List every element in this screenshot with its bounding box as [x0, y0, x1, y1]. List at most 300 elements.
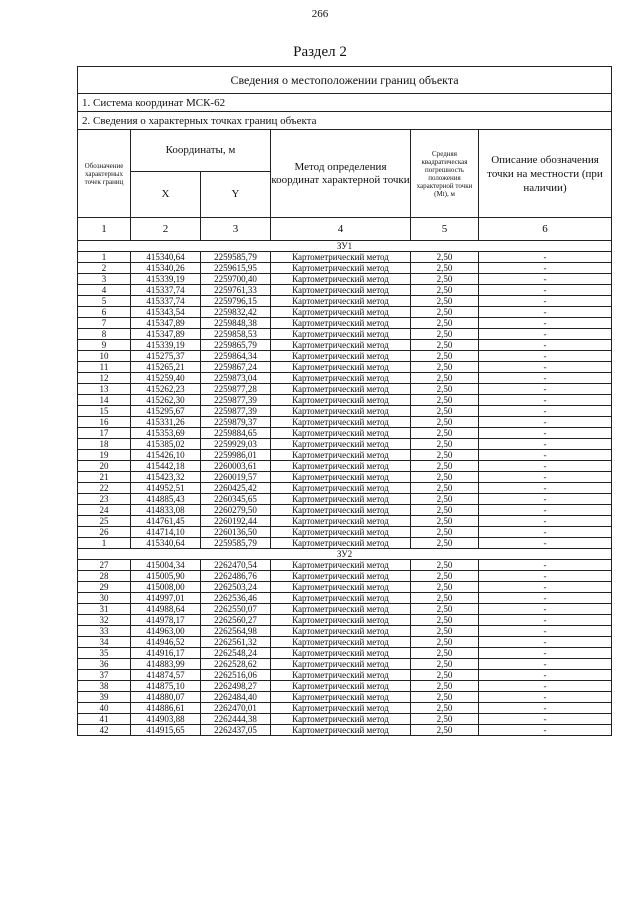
point-id-cell: 15: [78, 406, 131, 417]
point-id-cell: 17: [78, 428, 131, 439]
table-row: [78, 483, 612, 494]
description-cell: -: [479, 439, 612, 450]
table-row: [78, 362, 612, 373]
accuracy-cell: 2,50: [411, 648, 479, 659]
group-name: ЗУ2: [78, 549, 612, 560]
y-coordinate-cell: 2259873,04: [201, 373, 271, 384]
y-coordinate-cell: 2259832,42: [201, 307, 271, 318]
description-cell: -: [479, 318, 612, 329]
description-cell: -: [479, 373, 612, 384]
y-coordinate-cell: 2262444,38: [201, 714, 271, 725]
point-id-cell: 20: [78, 461, 131, 472]
description-cell: -: [479, 285, 612, 296]
method-cell: Картометрический метод: [271, 417, 411, 428]
method-cell: Картометрический метод: [271, 384, 411, 395]
column-number: 6: [479, 218, 612, 241]
accuracy-cell: 2,50: [411, 395, 479, 406]
table-row: [78, 681, 612, 692]
point-id-cell: 23: [78, 494, 131, 505]
x-coordinate-cell: 415340,26: [131, 263, 201, 274]
accuracy-cell: 2,50: [411, 417, 479, 428]
y-coordinate-cell: 2260019,57: [201, 472, 271, 483]
table-row: [78, 571, 612, 582]
x-coordinate-cell: 415423,32: [131, 472, 201, 483]
description-cell: -: [479, 428, 612, 439]
y-coordinate-cell: 2262561,32: [201, 637, 271, 648]
table-row: [78, 516, 612, 527]
header-x: X: [131, 172, 201, 218]
table-row: [78, 395, 612, 406]
point-id-cell: 24: [78, 505, 131, 516]
point-id-cell: 37: [78, 670, 131, 681]
x-coordinate-cell: 414874,57: [131, 670, 201, 681]
description-cell: -: [479, 461, 612, 472]
x-coordinate-cell: 415340,64: [131, 538, 201, 549]
x-coordinate-cell: 415265,21: [131, 362, 201, 373]
column-number: 2: [131, 218, 201, 241]
x-coordinate-cell: 415426,10: [131, 450, 201, 461]
header-method: Метод определения координат характерной точки: [271, 130, 411, 218]
accuracy-cell: 2,50: [411, 428, 479, 439]
table-row: [78, 648, 612, 659]
x-coordinate-cell: 414833,08: [131, 505, 201, 516]
x-coordinate-cell: 414952,51: [131, 483, 201, 494]
point-id-cell: 40: [78, 703, 131, 714]
description-cell: -: [479, 560, 612, 571]
point-id-cell: 18: [78, 439, 131, 450]
x-coordinate-cell: 414915,65: [131, 725, 201, 736]
point-id-cell: 25: [78, 516, 131, 527]
group-name: ЗУ1: [78, 241, 612, 252]
x-coordinate-cell: 415347,89: [131, 318, 201, 329]
table-row: [78, 582, 612, 593]
column-number: 4: [271, 218, 411, 241]
point-id-cell: 34: [78, 637, 131, 648]
y-coordinate-cell: 2262498,27: [201, 681, 271, 692]
point-id-cell: 30: [78, 593, 131, 604]
method-cell: Картометрический метод: [271, 527, 411, 538]
point-id-cell: 36: [78, 659, 131, 670]
table-row: [78, 384, 612, 395]
y-coordinate-cell: 2262560,27: [201, 615, 271, 626]
point-id-cell: 21: [78, 472, 131, 483]
description-cell: -: [479, 307, 612, 318]
points-info-row: 2. Сведения о характерных точках границ объекта: [78, 112, 612, 130]
column-number: 1: [78, 218, 131, 241]
table-row: [78, 626, 612, 637]
table-row: [78, 307, 612, 318]
method-cell: Картометрический метод: [271, 505, 411, 516]
method-cell: Картометрический метод: [271, 582, 411, 593]
y-coordinate-cell: 2260345,65: [201, 494, 271, 505]
table-row: [78, 461, 612, 472]
method-cell: Картометрический метод: [271, 703, 411, 714]
y-coordinate-cell: 2260003,61: [201, 461, 271, 472]
method-cell: Картометрический метод: [271, 538, 411, 549]
y-coordinate-cell: 2262516,06: [201, 670, 271, 681]
table-row: [78, 692, 612, 703]
description-cell: -: [479, 593, 612, 604]
y-coordinate-cell: 2259761,33: [201, 285, 271, 296]
x-coordinate-cell: 414880,07: [131, 692, 201, 703]
description-cell: -: [479, 472, 612, 483]
x-coordinate-cell: 415259,40: [131, 373, 201, 384]
accuracy-cell: 2,50: [411, 318, 479, 329]
accuracy-cell: 2,50: [411, 725, 479, 736]
description-cell: -: [479, 494, 612, 505]
description-cell: -: [479, 274, 612, 285]
x-coordinate-cell: 414875,10: [131, 681, 201, 692]
accuracy-cell: 2,50: [411, 285, 479, 296]
table-row: [78, 263, 612, 274]
table-row: [78, 285, 612, 296]
accuracy-cell: 2,50: [411, 593, 479, 604]
y-coordinate-cell: 2262470,54: [201, 560, 271, 571]
description-cell: -: [479, 681, 612, 692]
table-row: [78, 450, 612, 461]
table-row: [78, 329, 612, 340]
description-cell: -: [479, 571, 612, 582]
method-cell: Картометрический метод: [271, 373, 411, 384]
y-coordinate-cell: 2262470,01: [201, 703, 271, 714]
point-id-cell: 32: [78, 615, 131, 626]
table-row: [78, 494, 612, 505]
y-coordinate-cell: 2259796,15: [201, 296, 271, 307]
y-coordinate-cell: 2259877,39: [201, 395, 271, 406]
point-id-cell: 33: [78, 626, 131, 637]
point-id-cell: 27: [78, 560, 131, 571]
y-coordinate-cell: 2260279,50: [201, 505, 271, 516]
description-cell: -: [479, 263, 612, 274]
description-cell: -: [479, 648, 612, 659]
x-coordinate-cell: 415347,89: [131, 329, 201, 340]
header-coordinates: Координаты, м: [131, 130, 271, 172]
x-coordinate-cell: 414886,61: [131, 703, 201, 714]
description-cell: -: [479, 670, 612, 681]
point-id-cell: 41: [78, 714, 131, 725]
page-number: 266: [311, 8, 329, 20]
boundary-points-table: [77, 66, 612, 736]
method-cell: Картометрический метод: [271, 637, 411, 648]
header-accuracy: Средняя квадратическая погрешность положения характерной точки (Mt), м: [411, 130, 479, 218]
method-cell: Картометрический метод: [271, 285, 411, 296]
method-cell: Картометрический метод: [271, 648, 411, 659]
method-cell: Картометрический метод: [271, 626, 411, 637]
description-cell: -: [479, 351, 612, 362]
y-coordinate-cell: 2262548,24: [201, 648, 271, 659]
accuracy-cell: 2,50: [411, 362, 479, 373]
x-coordinate-cell: 414761,45: [131, 516, 201, 527]
description-cell: -: [479, 703, 612, 714]
x-coordinate-cell: 414978,17: [131, 615, 201, 626]
x-coordinate-cell: 415337,74: [131, 285, 201, 296]
method-cell: Картометрический метод: [271, 450, 411, 461]
description-cell: -: [479, 362, 612, 373]
accuracy-cell: 2,50: [411, 439, 479, 450]
accuracy-cell: 2,50: [411, 527, 479, 538]
method-cell: Картометрический метод: [271, 670, 411, 681]
method-cell: Картометрический метод: [271, 351, 411, 362]
table-row: [78, 274, 612, 285]
description-cell: -: [479, 516, 612, 527]
table-row: [78, 472, 612, 483]
point-id-cell: 7: [78, 318, 131, 329]
y-coordinate-cell: 2259615,95: [201, 263, 271, 274]
x-coordinate-cell: 415385,02: [131, 439, 201, 450]
method-cell: Картометрический метод: [271, 516, 411, 527]
method-cell: Картометрический метод: [271, 274, 411, 285]
point-id-cell: 1: [78, 538, 131, 549]
point-id-cell: 16: [78, 417, 131, 428]
description-cell: -: [479, 450, 612, 461]
y-coordinate-cell: 2260425,42: [201, 483, 271, 494]
description-cell: -: [479, 406, 612, 417]
x-coordinate-cell: 415442,18: [131, 461, 201, 472]
accuracy-cell: 2,50: [411, 252, 479, 263]
accuracy-cell: 2,50: [411, 461, 479, 472]
y-coordinate-cell: 2262486,76: [201, 571, 271, 582]
x-coordinate-cell: 415005,90: [131, 571, 201, 582]
description-cell: -: [479, 252, 612, 263]
method-cell: Картометрический метод: [271, 681, 411, 692]
description-cell: -: [479, 714, 612, 725]
column-number: 3: [201, 218, 271, 241]
accuracy-cell: 2,50: [411, 516, 479, 527]
point-id-cell: 11: [78, 362, 131, 373]
method-cell: Картометрический метод: [271, 263, 411, 274]
description-cell: -: [479, 692, 612, 703]
point-id-cell: 4: [78, 285, 131, 296]
table-row: [78, 593, 612, 604]
table-row: [78, 351, 612, 362]
x-coordinate-cell: 415262,23: [131, 384, 201, 395]
accuracy-cell: 2,50: [411, 571, 479, 582]
x-coordinate-cell: 414714,10: [131, 527, 201, 538]
point-id-cell: 5: [78, 296, 131, 307]
accuracy-cell: 2,50: [411, 560, 479, 571]
table-row: [78, 340, 612, 351]
accuracy-cell: 2,50: [411, 659, 479, 670]
table-caption: Сведения о местоположении границ объекта: [78, 67, 612, 94]
accuracy-cell: 2,50: [411, 604, 479, 615]
header-description: Описание обозначения точки на местности (при наличии): [479, 130, 612, 218]
method-cell: Картометрический метод: [271, 560, 411, 571]
method-cell: Картометрический метод: [271, 439, 411, 450]
method-cell: Картометрический метод: [271, 252, 411, 263]
accuracy-cell: 2,50: [411, 329, 479, 340]
section-title: Раздел 2: [293, 44, 347, 60]
method-cell: Картометрический метод: [271, 362, 411, 373]
x-coordinate-cell: 414963,00: [131, 626, 201, 637]
method-cell: Картометрический метод: [271, 461, 411, 472]
accuracy-cell: 2,50: [411, 450, 479, 461]
table-row: [78, 296, 612, 307]
accuracy-cell: 2,50: [411, 615, 479, 626]
x-coordinate-cell: 415343,54: [131, 307, 201, 318]
y-coordinate-cell: 2259884,65: [201, 428, 271, 439]
point-id-cell: 14: [78, 395, 131, 406]
x-coordinate-cell: 415337,74: [131, 296, 201, 307]
x-coordinate-cell: 415339,19: [131, 340, 201, 351]
description-cell: -: [479, 725, 612, 736]
y-coordinate-cell: 2259865,79: [201, 340, 271, 351]
description-cell: -: [479, 615, 612, 626]
y-coordinate-cell: 2262536,46: [201, 593, 271, 604]
point-id-cell: 6: [78, 307, 131, 318]
accuracy-cell: 2,50: [411, 538, 479, 549]
accuracy-cell: 2,50: [411, 406, 479, 417]
point-id-cell: 10: [78, 351, 131, 362]
method-cell: Картометрический метод: [271, 329, 411, 340]
description-cell: -: [479, 582, 612, 593]
method-cell: Картометрический метод: [271, 714, 411, 725]
table-row: [78, 406, 612, 417]
y-coordinate-cell: 2262437,05: [201, 725, 271, 736]
y-coordinate-cell: 2262550,07: [201, 604, 271, 615]
description-cell: -: [479, 483, 612, 494]
y-coordinate-cell: 2259585,79: [201, 252, 271, 263]
accuracy-cell: 2,50: [411, 703, 479, 714]
description-cell: -: [479, 505, 612, 516]
x-coordinate-cell: 415353,69: [131, 428, 201, 439]
accuracy-cell: 2,50: [411, 670, 479, 681]
x-coordinate-cell: 415008,00: [131, 582, 201, 593]
y-coordinate-cell: 2259879,37: [201, 417, 271, 428]
x-coordinate-cell: 414988,64: [131, 604, 201, 615]
accuracy-cell: 2,50: [411, 472, 479, 483]
point-id-cell: 28: [78, 571, 131, 582]
x-coordinate-cell: 415339,19: [131, 274, 201, 285]
method-cell: Картометрический метод: [271, 483, 411, 494]
x-coordinate-cell: 415340,64: [131, 252, 201, 263]
method-cell: Картометрический метод: [271, 406, 411, 417]
accuracy-cell: 2,50: [411, 351, 479, 362]
x-coordinate-cell: 415275,37: [131, 351, 201, 362]
y-coordinate-cell: 2259700,40: [201, 274, 271, 285]
method-cell: Картометрический метод: [271, 395, 411, 406]
point-id-cell: 38: [78, 681, 131, 692]
x-coordinate-cell: 414903,88: [131, 714, 201, 725]
method-cell: Картометрический метод: [271, 692, 411, 703]
method-cell: Картометрический метод: [271, 659, 411, 670]
coordinate-system-row: 1. Система координат МСК-62: [78, 94, 612, 112]
description-cell: -: [479, 604, 612, 615]
method-cell: Картометрический метод: [271, 296, 411, 307]
accuracy-cell: 2,50: [411, 384, 479, 395]
accuracy-cell: 2,50: [411, 494, 479, 505]
description-cell: -: [479, 296, 612, 307]
point-id-cell: 9: [78, 340, 131, 351]
accuracy-cell: 2,50: [411, 582, 479, 593]
accuracy-cell: 2,50: [411, 483, 479, 494]
table-row: [78, 560, 612, 571]
method-cell: Картометрический метод: [271, 615, 411, 626]
point-id-cell: 12: [78, 373, 131, 384]
point-id-cell: 29: [78, 582, 131, 593]
table-row: [78, 637, 612, 648]
y-coordinate-cell: 2262564,98: [201, 626, 271, 637]
accuracy-cell: 2,50: [411, 714, 479, 725]
table-row: [78, 538, 612, 549]
header-y: Y: [201, 172, 271, 218]
accuracy-cell: 2,50: [411, 373, 479, 384]
table-row: [78, 527, 612, 538]
description-cell: -: [479, 340, 612, 351]
y-coordinate-cell: 2259864,34: [201, 351, 271, 362]
accuracy-cell: 2,50: [411, 274, 479, 285]
accuracy-cell: 2,50: [411, 307, 479, 318]
point-id-cell: 26: [78, 527, 131, 538]
accuracy-cell: 2,50: [411, 681, 479, 692]
group-header-row: [78, 549, 612, 560]
point-id-cell: 13: [78, 384, 131, 395]
point-id-cell: 31: [78, 604, 131, 615]
description-cell: -: [479, 329, 612, 340]
method-cell: Картометрический метод: [271, 472, 411, 483]
description-cell: -: [479, 637, 612, 648]
table-row: [78, 439, 612, 450]
x-coordinate-cell: 415295,67: [131, 406, 201, 417]
description-cell: -: [479, 384, 612, 395]
method-cell: Картометрический метод: [271, 604, 411, 615]
y-coordinate-cell: 2260192,44: [201, 516, 271, 527]
y-coordinate-cell: 2259877,39: [201, 406, 271, 417]
description-cell: -: [479, 659, 612, 670]
table-row: [78, 714, 612, 725]
method-cell: Картометрический метод: [271, 593, 411, 604]
point-id-cell: 1: [78, 252, 131, 263]
point-id-cell: 19: [78, 450, 131, 461]
y-coordinate-cell: 2259986,01: [201, 450, 271, 461]
description-cell: -: [479, 527, 612, 538]
x-coordinate-cell: 415331,26: [131, 417, 201, 428]
accuracy-cell: 2,50: [411, 263, 479, 274]
y-coordinate-cell: 2259929,03: [201, 439, 271, 450]
accuracy-cell: 2,50: [411, 340, 479, 351]
table-row: [78, 505, 612, 516]
column-number: 5: [411, 218, 479, 241]
method-cell: Картометрический метод: [271, 340, 411, 351]
point-id-cell: 35: [78, 648, 131, 659]
method-cell: Картометрический метод: [271, 307, 411, 318]
x-coordinate-cell: 414885,43: [131, 494, 201, 505]
x-coordinate-cell: 415004,34: [131, 560, 201, 571]
group-header-row: [78, 241, 612, 252]
description-cell: -: [479, 417, 612, 428]
y-coordinate-cell: 2259585,79: [201, 538, 271, 549]
accuracy-cell: 2,50: [411, 296, 479, 307]
table-row: [78, 252, 612, 263]
method-cell: Картометрический метод: [271, 571, 411, 582]
x-coordinate-cell: 414916,17: [131, 648, 201, 659]
table-row: [78, 318, 612, 329]
method-cell: Картометрический метод: [271, 428, 411, 439]
table-row: [78, 703, 612, 714]
table-row: [78, 615, 612, 626]
description-cell: -: [479, 626, 612, 637]
table-row: [78, 373, 612, 384]
point-id-cell: 42: [78, 725, 131, 736]
table-body: [78, 241, 612, 736]
table-row: [78, 428, 612, 439]
y-coordinate-cell: 2259867,24: [201, 362, 271, 373]
header-point-name: Обозначение характерных точек границ: [78, 130, 131, 218]
point-id-cell: 22: [78, 483, 131, 494]
y-coordinate-cell: 2259877,28: [201, 384, 271, 395]
x-coordinate-cell: 414883,99: [131, 659, 201, 670]
y-coordinate-cell: 2259848,38: [201, 318, 271, 329]
x-coordinate-cell: 414997,01: [131, 593, 201, 604]
